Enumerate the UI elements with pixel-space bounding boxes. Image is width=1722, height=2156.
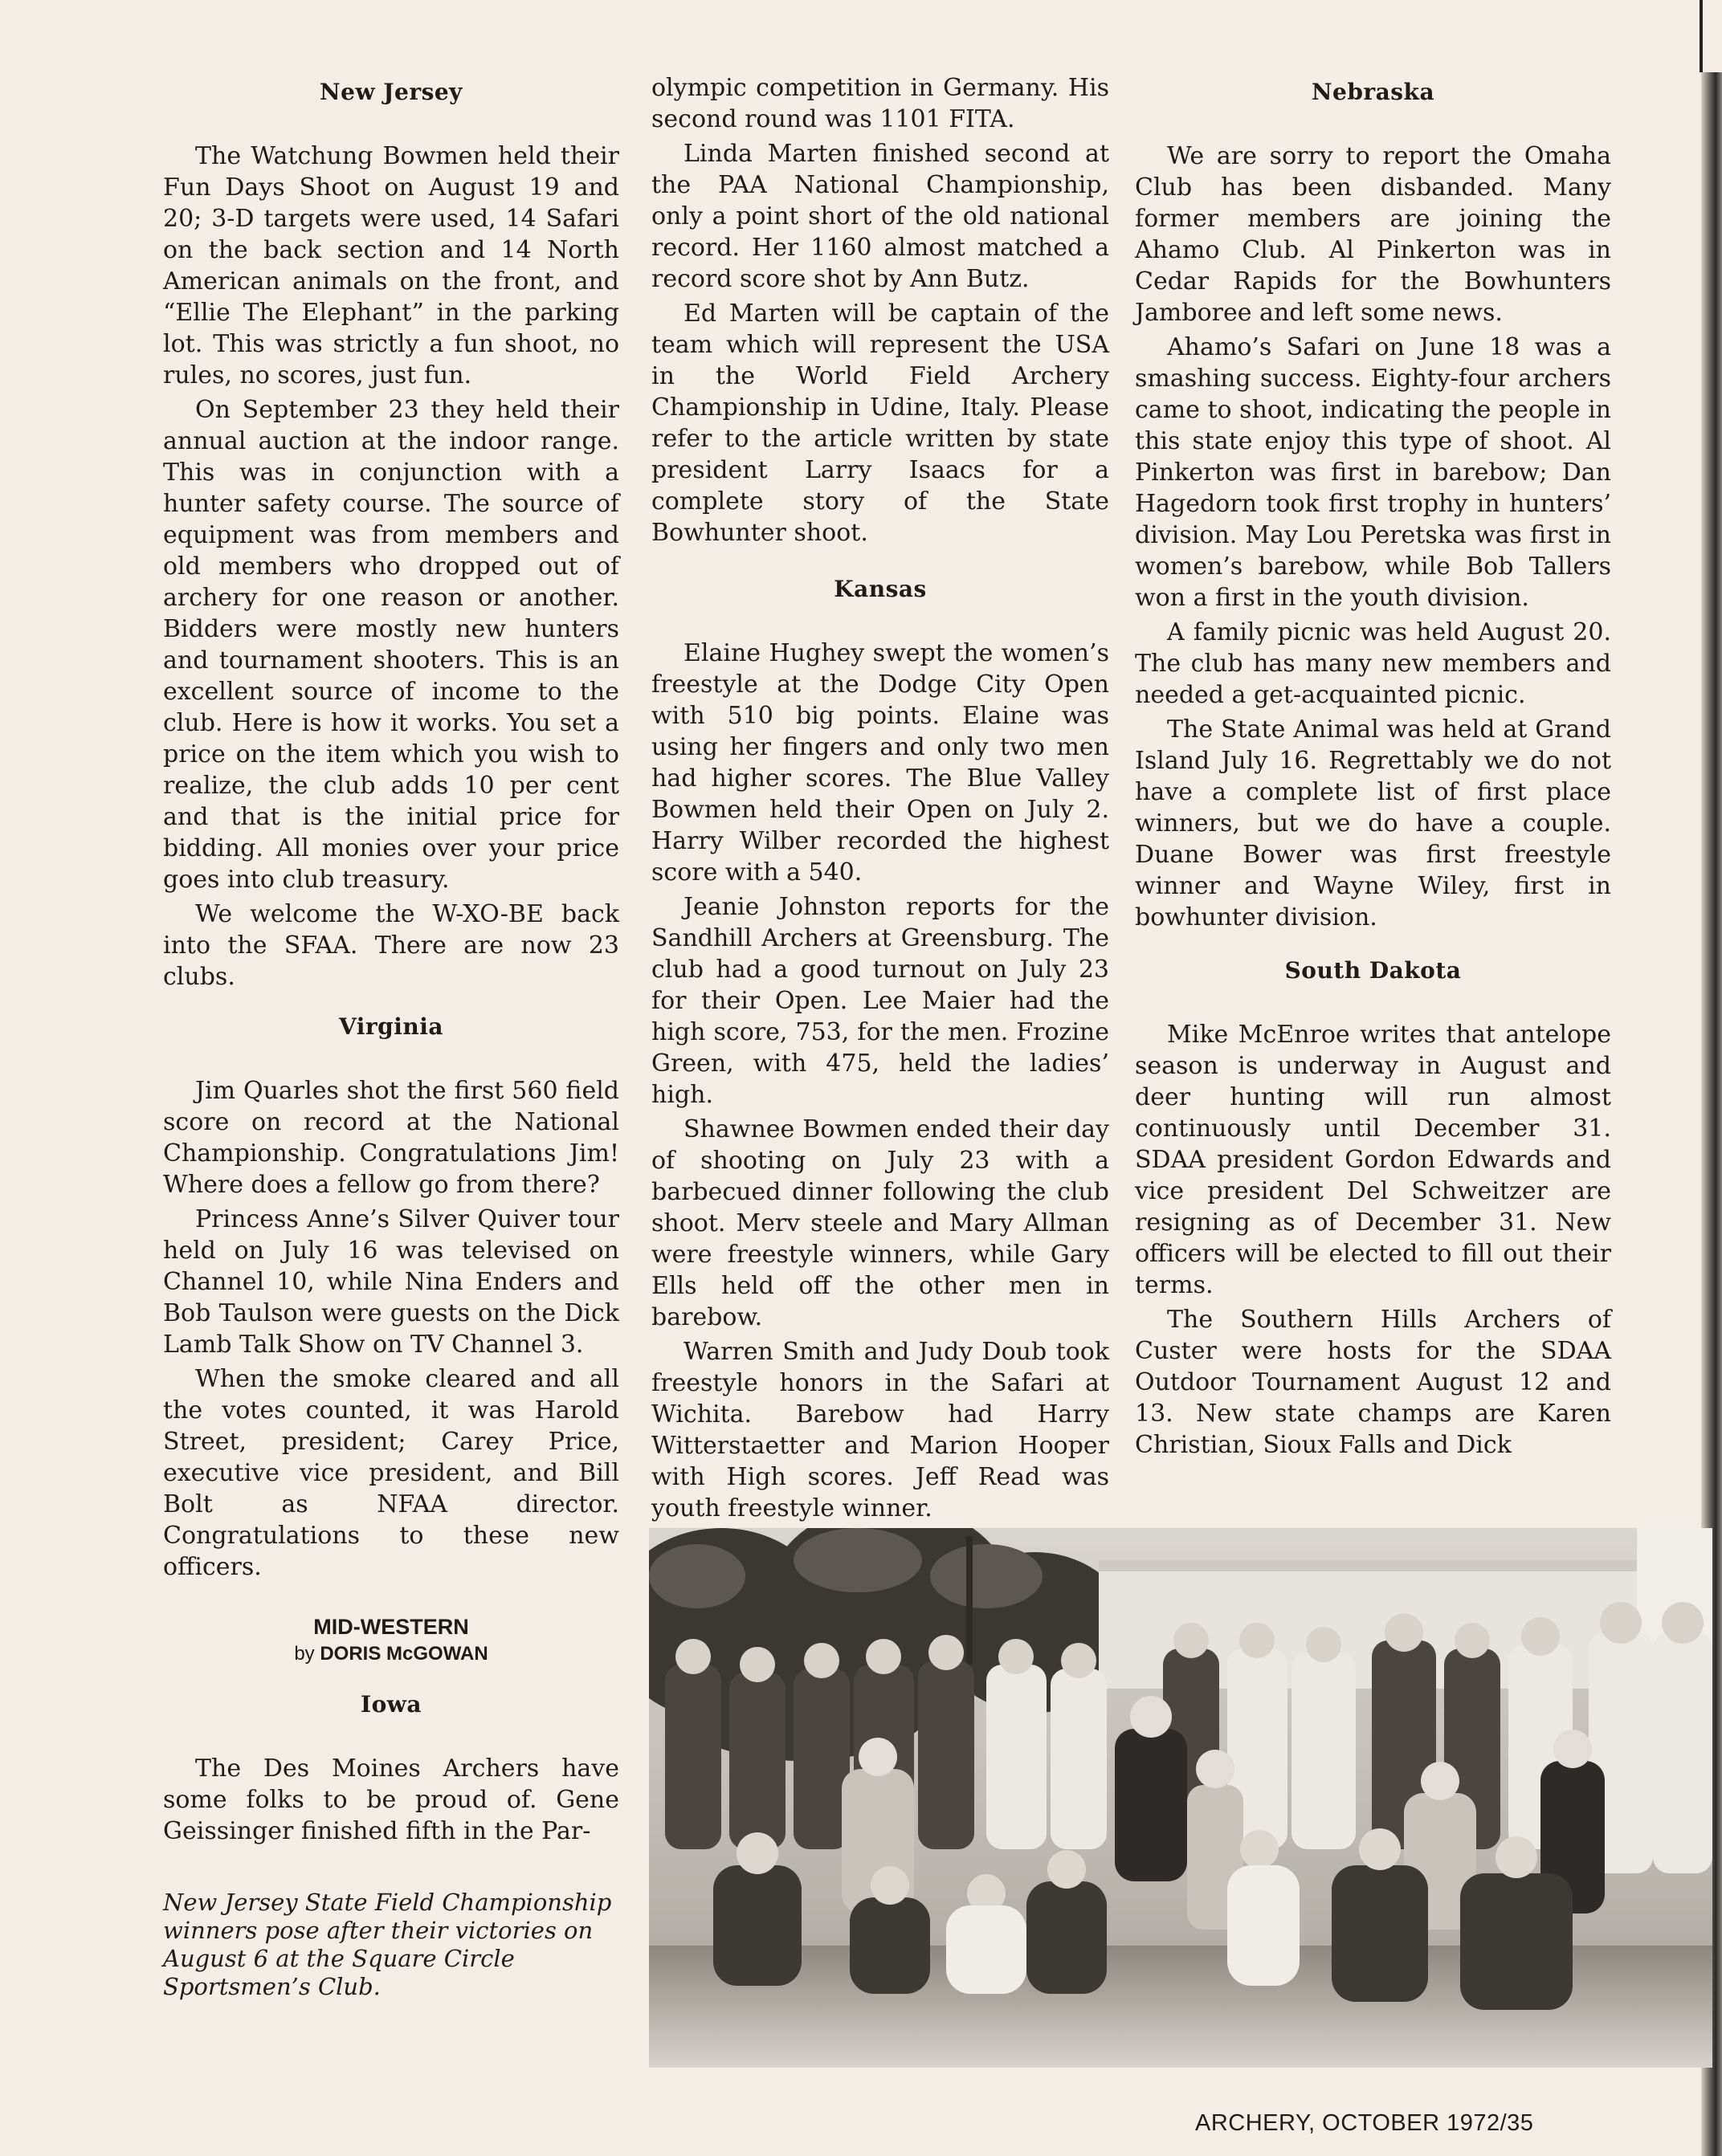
heading-virginia: Virginia [339,1013,443,1040]
paragraph: olympic competition in Germany. His second round was 1101 FITA. [651,74,1109,133]
paragraph: A family picnic was held August 20. The club has many new members and needed a get-acquainted picnic. [1135,618,1611,709]
paragraph: Warren Smith and Judy Doub took freestyle honors in the Safari at Wichita. Barebow had Harry Witterstaetter and Marion Hooper with High scores. Jeff Read was youth freestyle winner. [651,1338,1109,1522]
heading-kansas: Kansas [834,576,927,602]
group-photo-illustration [649,1528,1712,2068]
heading-new-jersey: New Jersey [320,79,463,105]
paragraph: Shawnee Bowmen ended their day of shooting on July 23 with a barbecued dinner following the club shoot. Merv steele and Mary Allman were freestyle winners, while Gary Ells held off the other men in barebow. [651,1115,1109,1331]
left-column [163,63,619,2024]
paragraph: We welcome the W-XO-BE back into the SFAA. There are now 23 clubs. [163,900,619,991]
paragraph: On September 23 they held their annual auction at the indoor range. This was in conjunction with a hunter safety course. The source of equipment was from members and old members who dropped out of archery for one reason or another. Bidders were mostly new hunters and tournament shooters. This is an excellent source of income to the club. Here is how it works. You set a price on the item which you wish to realize, the club adds 10 per cent and that is the initial price for bidding. All monies over your price goes into club treasury. [163,396,619,894]
byline [163,1643,619,1665]
right-column [1135,63,1611,1464]
paragraph: Elaine Hughey swept the women’s freestyle at the Dodge City Open with 510 big points. Elaine was using her fingers and only two men had higher scores. The Blue Valley Bowmen held their Open on July 2. Harry Wilber recorded the highest score with a 540. [651,639,1109,886]
paragraph: Mike McEnroe writes that antelope season is underway in August and deer hunting will run almost continuously until December 31. SDAA president Gordon Edwards and vice president Del Schweitzer are resigning as of December 31. New officers will be elected to fill out their terms. [1135,1021,1611,1299]
paragraph: Linda Marten finished second at the PAA National Championship, only a point short of the old national record. Her 1160 almost matched a record score shot by Ann Butz. [651,140,1109,293]
paragraph: The Southern Hills Archers of Custer were hosts for the SDAA Outdoor Tournament August 12 and 13. New state champs are Karen Christian, Sioux Falls and Dick [1135,1306,1611,1459]
paragraph: The State Animal was held at Grand Island July 16. Regrettably we do not have a complete list of first place winners, but we do have a couple. Duane Bower was first freestyle winner and Wayne Wiley, first in bowhunter division. [1135,715,1611,931]
paragraph: Ahamo’s Safari on June 18 was a smashing success. Eighty-four archers came to shoot, indicating the people in this state enjoy this type of shoot. Al Pinkerton was first in barebow; Dan Hagedorn took first trophy in hunters’ division. May Lou Peretska was first in women’s barebow, while Bob Tallers won a first in the youth division. [1135,333,1611,612]
paragraph: When the smoke cleared and all the votes counted, it was Harold Street, president; Carey Price, executive vice president, and Bill Bolt as NFAA director. Congratulations to these new officers. [163,1365,619,1581]
section-title: MID-WESTERN [313,1615,469,1639]
group-photo [649,1528,1712,2068]
paragraph: Ed Marten will be captain of the team which will represent the USA in the World Field Archery Championship in Udine, Italy. Please refer to the article written by state president Larry Isaacs for a complete story of the State Bowhunter shoot. [651,300,1109,547]
byline-prefix: by [294,1643,315,1665]
middle-column [651,72,1109,1527]
heading-south-dakota: South Dakota [1284,957,1462,984]
heading-nebraska: Nebraska [1311,79,1435,105]
page-edge-tab [1700,0,1722,72]
heading-iowa: Iowa [360,1691,422,1718]
byline-author: DORIS McGOWAN [320,1643,488,1665]
paragraph: Princess Anne’s Silver Quiver tour held on July 16 was televised on Channel 10, while Nina Enders and Bob Taulson were guests on the Dick Lamb Talk Show on TV Channel 3. [163,1205,619,1359]
paragraph: Jim Quarles shot the first 560 field score on record at the National Championship. Congratulations Jim! Where does a fellow go from there? [163,1077,619,1199]
page-footer: ARCHERY, OCTOBER 1972/35 [1195,2110,1534,2136]
paragraph: The Des Moines Archers have some folks to be proud of. Gene Geissinger finished fifth in the Par- [163,1755,619,1845]
paragraph: Jeanie Johnston reports for the Sandhill Archers at Greensburg. The club had a good turnout on July 23 for their Open. Lee Maier had the high score, 753, for the men. Frozine Green, with 475, held the ladies’ high. [651,893,1109,1109]
paragraph: The Watchung Bowmen held their Fun Days Shoot on August 19 and 20; 3-D targets were used, 14 Safari on the back section and 14 North American animals on the front, and “Ellie The Elephant” in the parking lot. This was strictly a fun shoot, no rules, no scores, just fun. [163,142,619,389]
photo-caption: New Jersey State Field Championship winners pose after their victories on August 6 at the Square Circle Sportsmen’s Club. [163,1889,612,2000]
paragraph: We are sorry to report the Omaha Club has been disbanded. Many former members are joining the Ahamo Club. Al Pinkerton was in Cedar Rapids for the Bowhunters Jamboree and left some news. [1135,142,1611,327]
